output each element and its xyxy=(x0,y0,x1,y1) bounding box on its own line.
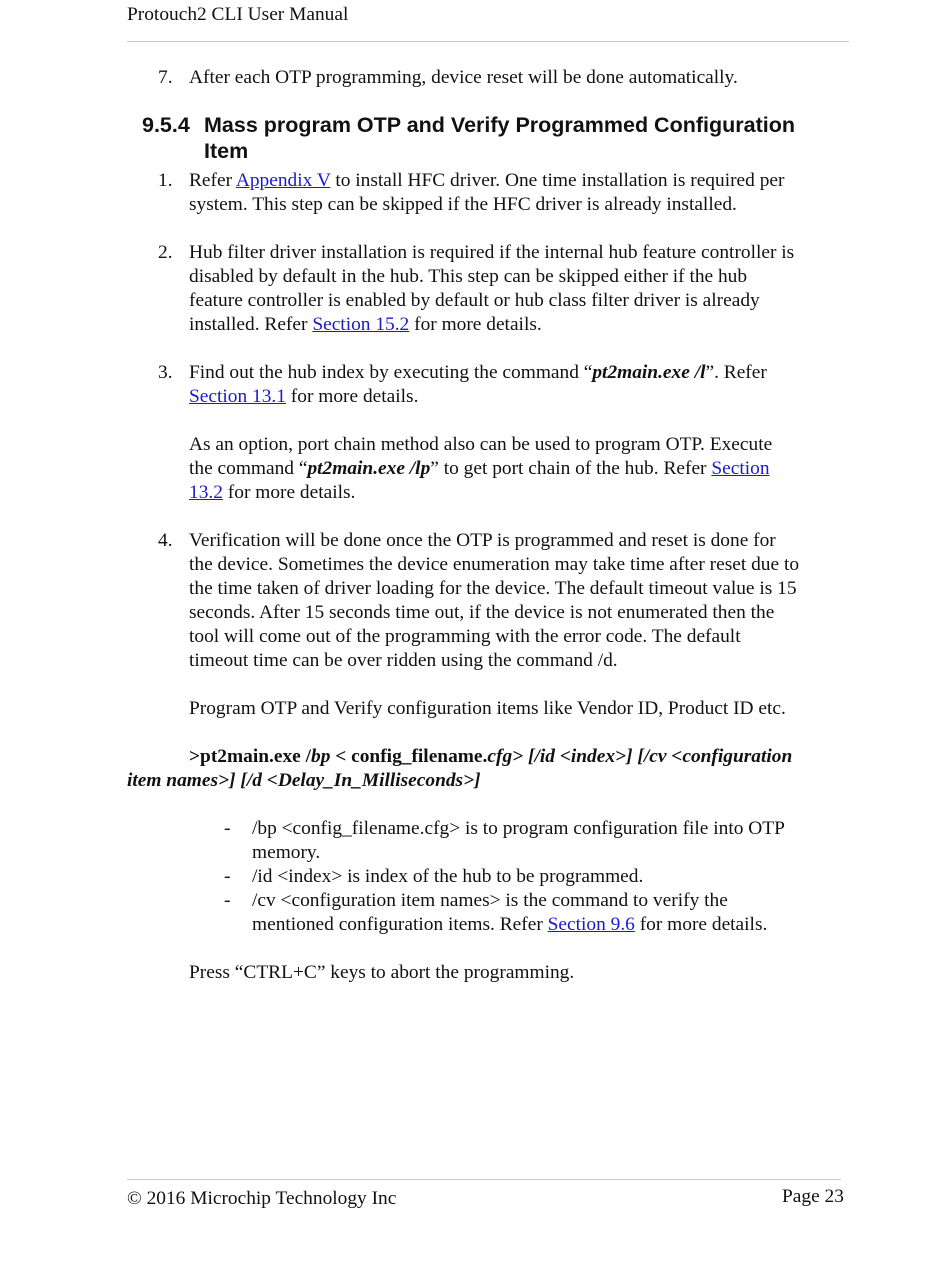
text-segment: to install HFC driver. One time installation is required per xyxy=(330,170,785,191)
section-13-2-link[interactable]: Section xyxy=(711,458,770,479)
section-9-6-link[interactable]: Section 9.6 xyxy=(547,914,635,935)
step-line: system. This step can be skipped if the HFC driver is already installed. xyxy=(189,194,737,215)
command-segment: >pt2main.exe / xyxy=(189,746,311,767)
footer-copyright: © 2016 Microchip Technology Inc xyxy=(127,1188,397,1209)
command-syntax-line1 xyxy=(189,745,792,769)
step-line xyxy=(189,361,767,385)
step-line xyxy=(189,169,784,193)
step-line xyxy=(189,481,355,505)
section-13-1-link[interactable]: Section 13.1 xyxy=(189,386,286,407)
text-segment: for more details. xyxy=(409,314,542,335)
step-number: 2. xyxy=(158,242,173,263)
step-number: 7. xyxy=(158,67,173,88)
text-segment: ”. Refer xyxy=(705,362,767,383)
option-line: memory. xyxy=(252,842,321,863)
footer-divider xyxy=(127,1179,841,1180)
step-line xyxy=(189,457,770,481)
step-line xyxy=(189,385,418,409)
appendix-v-link[interactable]: Appendix V xyxy=(235,170,331,191)
text-segment: for more details. xyxy=(222,482,356,503)
text-segment: mentioned configuration items. Refer xyxy=(252,914,548,935)
step-line: timeout time can be over ridden using the command /d. xyxy=(189,650,618,671)
command-segment: < config_filename. xyxy=(330,746,488,767)
bullet-dash: - xyxy=(224,890,231,911)
step-number: 1. xyxy=(158,170,173,191)
step-number: 4. xyxy=(158,530,173,551)
step-line: As an option, port chain method also can be used to program OTP. Execute xyxy=(189,434,773,455)
bullet-dash: - xyxy=(224,818,231,839)
bullet-dash: - xyxy=(224,866,231,887)
step-line: seconds. After 15 seconds time out, if the device is not enumerated then the xyxy=(189,602,775,623)
option-line: /bp <config_filename.cfg> is to program configuration file into OTP xyxy=(252,818,785,839)
command-segment: cfg> [/id <index>] [/cv <configuration xyxy=(487,746,793,767)
step-line: disabled by default in the hub. This step can be skipped either if the hub xyxy=(189,266,748,287)
step-line: the device. Sometimes the device enumeration may take time after reset due to xyxy=(189,554,800,575)
command-segment: bp xyxy=(311,746,331,767)
option-line: /cv <configuration item names> is the command to verify the xyxy=(252,890,728,911)
step-line: feature controller is enabled by default or hub class filter driver is already xyxy=(189,290,760,311)
text-segment: Find out the hub index by executing the command “ xyxy=(189,362,593,383)
text-segment: ” to get port chain of the hub. Refer xyxy=(430,458,712,479)
header-divider xyxy=(127,41,849,42)
section-title-line1: Mass program OTP and Verify Programmed Configuration xyxy=(204,113,795,137)
step-line: tool will come out of the programming with the error code. The default xyxy=(189,626,741,647)
command-text: pt2main.exe /lp xyxy=(307,458,431,479)
text-segment: Refer xyxy=(189,170,236,191)
step-line: the time taken of driver loading for the device. The default timeout value is 15 xyxy=(189,578,797,599)
command-syntax-line2: item names>] [/d <Delay_In_Milliseconds>] xyxy=(127,770,481,791)
text-segment: installed. Refer xyxy=(189,314,313,335)
page-header-title: Protouch2 CLI User Manual xyxy=(127,4,349,25)
text-segment: the command “ xyxy=(189,458,308,479)
step-line: Program OTP and Verify configuration items like Vendor ID, Product ID etc. xyxy=(189,698,786,719)
option-line: /id <index> is index of the hub to be programmed. xyxy=(252,866,644,887)
text-segment: for more details. xyxy=(634,914,768,935)
step-text: After each OTP programming, device reset will be done automatically. xyxy=(189,67,738,88)
step-line xyxy=(189,313,542,337)
option-line xyxy=(252,913,767,937)
section-13-2-link-cont[interactable]: 13.2 xyxy=(189,482,223,503)
section-number: 9.5.4 xyxy=(142,113,190,137)
step-line: Hub filter driver installation is required if the internal hub feature controller is xyxy=(189,242,795,263)
command-text: pt2main.exe /l xyxy=(592,362,706,383)
step-line: Verification will be done once the OTP is programmed and reset is done for xyxy=(189,530,776,551)
abort-note: Press “CTRL+C” keys to abort the programming. xyxy=(189,962,575,983)
page-number: Page 23 xyxy=(782,1186,844,1207)
text-segment: for more details. xyxy=(285,386,419,407)
section-title-line2: Item xyxy=(204,139,249,163)
section-15-2-link[interactable]: Section 15.2 xyxy=(312,314,410,335)
step-number: 3. xyxy=(158,362,173,383)
